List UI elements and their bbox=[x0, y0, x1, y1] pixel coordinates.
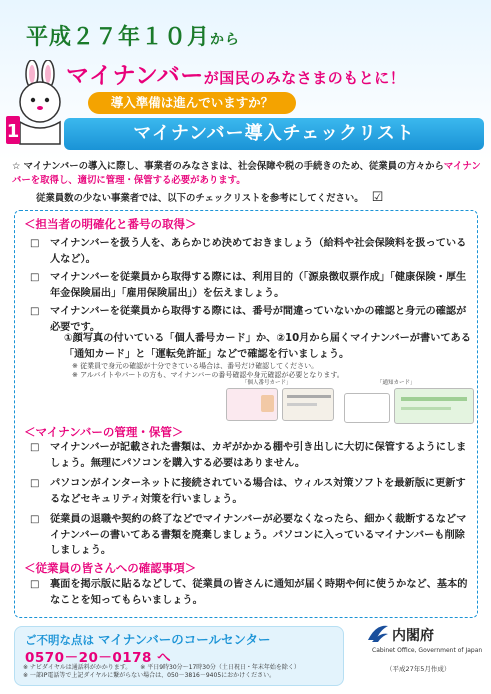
card-label-individual: 「個人番号カード」 bbox=[242, 380, 292, 386]
individual-number-card-back bbox=[282, 388, 334, 421]
section-title-management: ＜マイナンバーの管理・保管＞ bbox=[24, 425, 184, 439]
checkbox-icon[interactable]: □ bbox=[30, 306, 40, 317]
intro-text-2 bbox=[36, 190, 476, 205]
call-center-heading-b: マイナンバーのコールセンター bbox=[98, 632, 271, 647]
checkbox-icon[interactable]: □ bbox=[30, 514, 40, 525]
intro-text-a: マイナンバーの導入に際し、事業者のみなさまは、社会保障や税の手続きのため、従業員の方々から bbox=[23, 161, 444, 172]
headline-date bbox=[26, 20, 240, 51]
checklist-item-text: マイナンバーを従業員から取得する際には、利用目的（「源泉徴収票作成」「健康保険・厚生年金保険届出」「雇用保険届出」）を伝えましょう。 bbox=[50, 272, 467, 299]
headline-mynumber bbox=[66, 57, 405, 90]
checkbox-icon[interactable]: □ bbox=[30, 272, 40, 283]
call-center-phone[interactable]: 0570－20－0178 へ bbox=[25, 650, 172, 666]
checkbox-icon[interactable]: □ bbox=[30, 478, 40, 489]
intro-text-2-body: 従業員数の少ない事業者では、以下のチェックリストを参考にしてください。 bbox=[36, 193, 364, 204]
cabinet-office-english: Cabinet Office, Government of Japan bbox=[372, 647, 483, 654]
checklist-item-detail-text: ①顔写真の付いている「個人番号カード」か、②10月から届くマイナンバーが書いてある「通知カード」と「運転免許証」などで確認を行いましょう。 bbox=[64, 333, 471, 360]
call-center-heading-a: ご不明な点は bbox=[25, 633, 94, 647]
checklist-item-text: マイナンバーが記載された書類は、カギがかかる棚や引き出しに大切に保管するようにしましょう。無理にパソコンを購入する必要はありません。 bbox=[50, 442, 467, 469]
star-icon: ☆ bbox=[12, 161, 21, 172]
notice-card bbox=[394, 388, 474, 424]
section-title-employees: ＜従業員の皆さんへの確認事項＞ bbox=[24, 561, 197, 575]
note-text: ※ アルバイトやパートの方も、マイナンバーの番号確認や身元確認が必要となります。 bbox=[72, 371, 344, 379]
call-center-box bbox=[14, 626, 344, 686]
cabinet-office-logo bbox=[362, 620, 487, 690]
section-title-staff: ＜担当者の明確化と番号の取得＞ bbox=[24, 217, 197, 231]
page-title: マイナンバー導入チェックリスト bbox=[64, 118, 484, 150]
card-label-notice: 「通知カード」 bbox=[377, 380, 416, 386]
checkbox-icon[interactable]: □ bbox=[30, 238, 40, 249]
checkbox-icon[interactable]: □ bbox=[30, 579, 40, 590]
checklist-item[interactable] bbox=[30, 270, 474, 301]
checklist-item-text: パソコンがインターネットに接続されている場合は、ウィルス対策ソフトを最新版に更新するなどセキュリティ対策を行いましょう。 bbox=[50, 478, 466, 505]
call-center-note: ※ ナビダイヤルは通話料がかかります。 ※ 平日9時30分～17時30分（土日祝日・年末年始を除く） bbox=[23, 664, 300, 671]
individual-number-card-front bbox=[226, 388, 278, 421]
card-illustrations bbox=[222, 375, 478, 427]
intro-text bbox=[12, 160, 482, 188]
headline-date-suffix: から bbox=[210, 32, 241, 48]
checklist-item[interactable] bbox=[30, 440, 474, 471]
cabinet-office-name: 内閣府 bbox=[392, 628, 434, 644]
headline-date-main: 平成２７年１０月 bbox=[26, 25, 211, 50]
checklist-item-text: 裏面を掲示版に貼るなどして、従業員の皆さんに通知が届く時期や何に使うかなど、基本的なことを知ってもらいましょう。 bbox=[50, 579, 468, 606]
preparation-pill: 導入準備は進んでいますか？ bbox=[88, 92, 296, 114]
checklist-item[interactable] bbox=[30, 577, 474, 608]
headline-mynumber-suffix: が国民のみなさまのもとに！ bbox=[203, 69, 406, 87]
cabinet-office-emblem-icon bbox=[366, 622, 390, 644]
checklist-item[interactable] bbox=[30, 476, 474, 507]
intro-text-highlight: マイナンバーを取得し、適切に管理・保管する必要があります。 bbox=[12, 161, 481, 186]
creation-date: （平成27年5月作成） bbox=[386, 665, 451, 673]
checklist-item-detail bbox=[30, 331, 474, 362]
checklist-item[interactable] bbox=[30, 236, 474, 267]
checklist-item-text: マイナンバーを従業員から取得する際には、番号が間違っていないかの確認と身元の確認が必要です。 bbox=[50, 306, 467, 333]
checklist-item[interactable] bbox=[30, 512, 474, 559]
headline-mynumber-main: マイナンバー bbox=[66, 63, 204, 89]
checkbox-icon[interactable]: □ bbox=[30, 442, 40, 453]
header bbox=[0, 0, 491, 160]
note-text: ※ 従業員で身元の確認が十分できている場合は、番号だけ確認してください。 bbox=[72, 362, 319, 370]
checklist-item-text: マイナンバーを扱う人を、あらかじめ決めておきましょう（給料や社会保険料を扱っている人など）。 bbox=[50, 238, 467, 265]
notice-card-envelope bbox=[344, 393, 390, 423]
checklist-item-text: 従業員の退職や契約の終了などでマイナンバーが必要なくなったら、細かく裁断するなどマイナンバーの書いてある書類を廃棄しましょう。パソコンに入っているマイナンバーも削除しましょう。 bbox=[50, 514, 467, 556]
checkbox-checked-icon: ☑ bbox=[371, 190, 384, 205]
svg-text:1: 1 bbox=[6, 121, 20, 142]
call-center-note-ip: ※ 一部IP電話等で上記ダイヤルに繋がらない場合は、050－3816－9405におかけください。 bbox=[23, 672, 276, 679]
